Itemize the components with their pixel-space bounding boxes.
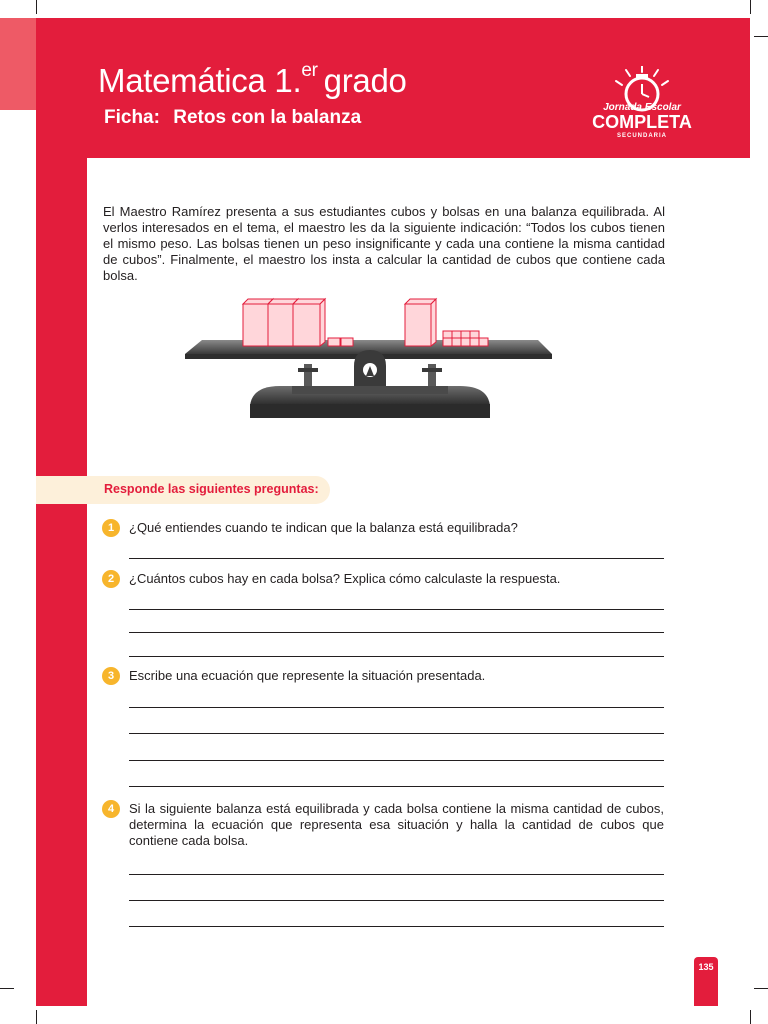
page-title: Matemática 1.$^{er}$ grado <box>98 60 407 99</box>
question-number-badge: 4 <box>102 800 120 818</box>
crop-mark <box>0 988 14 989</box>
balance-scale-illustration <box>180 294 560 426</box>
crop-mark <box>750 1010 751 1024</box>
crop-mark <box>754 988 768 989</box>
answer-line[interactable] <box>129 786 664 787</box>
question-text: Si la siguiente balanza está equilibrada y cada bolsa contiene la misma cantidad de cubos, determina la ecuación que representa esa situación y halla la cantidad de cubos que contiene cada bolsa. <box>129 801 664 848</box>
crop-mark <box>754 36 768 37</box>
crop-mark <box>36 0 37 14</box>
question-number-badge: 3 <box>102 667 120 685</box>
question-number-badge: 2 <box>102 570 120 588</box>
instructions-label: Responde las siguientes preguntas: <box>104 482 319 496</box>
answer-line[interactable] <box>129 656 664 657</box>
answer-line[interactable] <box>129 900 664 901</box>
question-text: Escribe una ecuación que represente la situación presentada. <box>129 668 486 683</box>
answer-line[interactable] <box>129 874 664 875</box>
question-text: ¿Qué entiendes cuando te indican que la balanza está equilibrada? <box>129 520 518 535</box>
worksheet-subtitle: Ficha: Retos con la balanza <box>104 107 362 128</box>
question-text: ¿Cuántos cubos hay en cada bolsa? Explica cómo calculaste la respuesta. <box>129 571 561 586</box>
jornada-completa-logo <box>590 66 694 142</box>
answer-line[interactable] <box>129 926 664 927</box>
answer-line[interactable] <box>129 733 664 734</box>
logo-line3: SECUNDARIA <box>616 133 668 139</box>
crop-mark <box>36 1010 37 1024</box>
question-number-badge: 1 <box>102 519 120 537</box>
side-tab <box>0 18 36 110</box>
answer-line[interactable] <box>129 558 664 559</box>
crop-mark <box>750 0 751 14</box>
logo-line2: COMPLETA <box>592 112 692 132</box>
answer-line[interactable] <box>129 760 664 761</box>
intro-paragraph: El Maestro Ramírez presenta a sus estudiantes cubos y bolsas en una balanza equilibrada. Al verlos interesados en el tema, el maestro les da la siguiente indicación: “Todos los cubos tienen el mismo peso. Las bolsas tienen un peso insignificante y cada una contiene la misma cantidad de cubos”. Finalmente, el maestro los insta a calcular la cantidad de cubos que contiene cada bolsa. <box>103 204 665 283</box>
page-number: 135 <box>698 962 714 972</box>
answer-line[interactable] <box>129 609 664 610</box>
answer-line[interactable] <box>129 707 664 708</box>
logo-line1: Jornada Escolar <box>603 102 681 113</box>
answer-line[interactable] <box>129 632 664 633</box>
